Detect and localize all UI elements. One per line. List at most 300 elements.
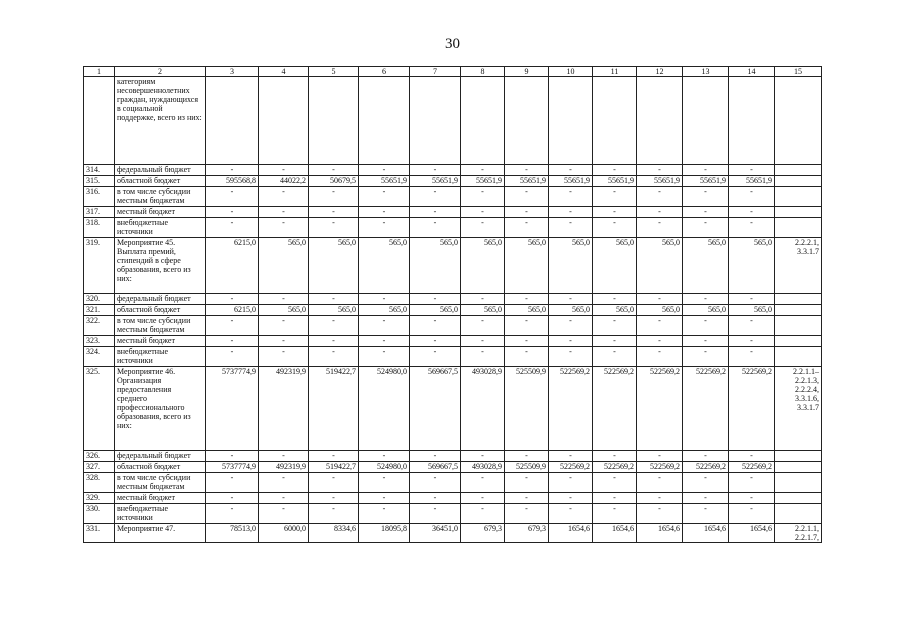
value-cell: 5737774,9 (206, 462, 259, 473)
value-cell: - (461, 218, 505, 238)
value-cell: - (309, 347, 359, 367)
value-cell: - (505, 187, 549, 207)
value-cell: - (259, 493, 309, 504)
value-cell: 525509,9 (505, 462, 549, 473)
table-row (84, 165, 822, 176)
value-cell: - (206, 504, 259, 524)
value-cell: - (505, 218, 549, 238)
value-cell: - (505, 165, 549, 176)
value-cell: 524980,0 (359, 367, 410, 451)
value-cell: - (549, 451, 593, 462)
value-cell: 1654,6 (593, 524, 637, 543)
value-cell: - (637, 316, 683, 336)
value-cell: 565,0 (683, 238, 729, 294)
row-number: 329. (84, 493, 115, 504)
value-cell: - (410, 187, 461, 207)
value-cell: - (206, 347, 259, 367)
value-cell: - (259, 473, 309, 493)
value-cell: - (683, 493, 729, 504)
column-header: 15 (775, 67, 822, 77)
table-row (84, 218, 822, 238)
value-cell: - (505, 207, 549, 218)
row-number: 324. (84, 347, 115, 367)
value-cell: 565,0 (410, 238, 461, 294)
table-row (84, 316, 822, 336)
value-cell (637, 77, 683, 165)
value-cell: 565,0 (729, 305, 775, 316)
value-cell: 565,0 (549, 238, 593, 294)
value-cell: - (309, 294, 359, 305)
row-number: 321. (84, 305, 115, 316)
row-description: в том числе субсидии местным бюджетам (115, 187, 206, 207)
value-cell: 1654,6 (683, 524, 729, 543)
row-number: 316. (84, 187, 115, 207)
value-cell: 569667,5 (410, 367, 461, 451)
value-cell: - (549, 187, 593, 207)
value-cell: - (683, 473, 729, 493)
row-number: 325. (84, 367, 115, 451)
reference-cell (775, 218, 822, 238)
value-cell: 5737774,9 (206, 367, 259, 451)
table-row (84, 187, 822, 207)
value-cell: - (505, 336, 549, 347)
reference-cell: 2.2.2.1, 3.3.1.7 (775, 238, 822, 294)
value-cell: - (729, 347, 775, 367)
value-cell: - (206, 316, 259, 336)
value-cell (309, 77, 359, 165)
value-cell: - (359, 294, 410, 305)
value-cell: - (410, 473, 461, 493)
value-cell (259, 77, 309, 165)
value-cell: - (359, 187, 410, 207)
value-cell: 55651,9 (461, 176, 505, 187)
row-number: 322. (84, 316, 115, 336)
value-cell (410, 77, 461, 165)
reference-cell: 2.2.1.1, 2.2.1.7, (775, 524, 822, 543)
value-cell: - (461, 187, 505, 207)
value-cell: - (259, 294, 309, 305)
reference-cell (775, 187, 822, 207)
value-cell: - (683, 316, 729, 336)
value-cell: - (637, 187, 683, 207)
value-cell: 55651,9 (637, 176, 683, 187)
value-cell: - (410, 218, 461, 238)
value-cell: 522569,2 (549, 367, 593, 451)
value-cell: - (359, 336, 410, 347)
value-cell: 55651,9 (505, 176, 549, 187)
row-number: 328. (84, 473, 115, 493)
table-row (84, 176, 822, 187)
value-cell: 492319,9 (259, 462, 309, 473)
value-cell: 565,0 (259, 238, 309, 294)
value-cell: - (359, 504, 410, 524)
value-cell: - (637, 347, 683, 367)
value-cell: - (637, 451, 683, 462)
value-cell: - (206, 473, 259, 493)
value-cell: 565,0 (729, 238, 775, 294)
value-cell: - (683, 165, 729, 176)
row-description: местный бюджет (115, 207, 206, 218)
table-row (84, 451, 822, 462)
value-cell: - (206, 451, 259, 462)
value-cell (359, 77, 410, 165)
value-cell: - (593, 165, 637, 176)
reference-cell (775, 473, 822, 493)
table-row (84, 504, 822, 524)
row-number: 331. (84, 524, 115, 543)
value-cell: 1654,6 (549, 524, 593, 543)
column-header: 12 (637, 67, 683, 77)
header-row (84, 67, 822, 77)
value-cell: 522569,2 (683, 462, 729, 473)
value-cell: - (549, 347, 593, 367)
value-cell: 569667,5 (410, 462, 461, 473)
value-cell: 522569,2 (683, 367, 729, 451)
value-cell: - (259, 336, 309, 347)
value-cell (549, 77, 593, 165)
row-description: внебюджетные источники (115, 347, 206, 367)
value-cell: - (309, 493, 359, 504)
value-cell: 519422,7 (309, 462, 359, 473)
value-cell: - (549, 493, 593, 504)
value-cell: - (505, 347, 549, 367)
value-cell: 6215,0 (206, 305, 259, 316)
value-cell: 565,0 (461, 238, 505, 294)
value-cell: - (259, 347, 309, 367)
value-cell: - (637, 473, 683, 493)
value-cell: 1654,6 (729, 524, 775, 543)
value-cell: - (505, 504, 549, 524)
row-description: Мероприятие 47. (115, 524, 206, 543)
value-cell: - (359, 218, 410, 238)
value-cell: 522569,2 (729, 462, 775, 473)
value-cell: 50679,5 (309, 176, 359, 187)
value-cell: - (549, 473, 593, 493)
reference-cell (775, 165, 822, 176)
value-cell: - (505, 451, 549, 462)
value-cell: - (683, 218, 729, 238)
value-cell: - (461, 336, 505, 347)
value-cell: - (410, 504, 461, 524)
value-cell: - (206, 165, 259, 176)
value-cell: - (259, 504, 309, 524)
value-cell (729, 77, 775, 165)
value-cell: - (259, 187, 309, 207)
value-cell (505, 77, 549, 165)
value-cell: - (206, 187, 259, 207)
column-header: 1 (84, 67, 115, 77)
value-cell: - (309, 451, 359, 462)
row-number: 330. (84, 504, 115, 524)
value-cell: - (206, 336, 259, 347)
value-cell: - (593, 504, 637, 524)
value-cell: 492319,9 (259, 367, 309, 451)
row-description: областной бюджет (115, 176, 206, 187)
value-cell: 522569,2 (637, 367, 683, 451)
value-cell: - (729, 165, 775, 176)
value-cell: - (593, 218, 637, 238)
value-cell: - (259, 451, 309, 462)
column-header: 13 (683, 67, 729, 77)
value-cell (206, 77, 259, 165)
value-cell: 44022,2 (259, 176, 309, 187)
column-header: 5 (309, 67, 359, 77)
reference-cell (775, 294, 822, 305)
value-cell: - (206, 207, 259, 218)
value-cell: - (359, 451, 410, 462)
row-number: 320. (84, 294, 115, 305)
value-cell: 78513,0 (206, 524, 259, 543)
value-cell: - (359, 347, 410, 367)
row-description: внебюджетные источники (115, 504, 206, 524)
row-description: областной бюджет (115, 462, 206, 473)
value-cell: - (549, 207, 593, 218)
value-cell: 565,0 (309, 238, 359, 294)
row-description: областной бюджет (115, 305, 206, 316)
value-cell: - (729, 294, 775, 305)
value-cell: 522569,2 (593, 367, 637, 451)
value-cell: - (309, 504, 359, 524)
value-cell: - (729, 336, 775, 347)
value-cell: - (461, 493, 505, 504)
value-cell: 493028,9 (461, 367, 505, 451)
table-row (84, 347, 822, 367)
value-cell: - (505, 473, 549, 493)
value-cell: - (593, 336, 637, 347)
value-cell: 565,0 (505, 305, 549, 316)
value-cell: - (593, 347, 637, 367)
reference-cell (775, 336, 822, 347)
value-cell: - (461, 473, 505, 493)
value-cell: 524980,0 (359, 462, 410, 473)
value-cell (593, 77, 637, 165)
table-row (84, 77, 822, 165)
value-cell: - (410, 347, 461, 367)
row-number: 319. (84, 238, 115, 294)
reference-cell (775, 493, 822, 504)
reference-cell (775, 207, 822, 218)
row-number: 314. (84, 165, 115, 176)
row-number: 318. (84, 218, 115, 238)
value-cell: 565,0 (683, 305, 729, 316)
reference-cell (775, 316, 822, 336)
value-cell: - (359, 207, 410, 218)
row-description: в том числе субсидии местным бюджетам (115, 473, 206, 493)
value-cell: - (549, 165, 593, 176)
value-cell: - (637, 493, 683, 504)
value-cell: 55651,9 (593, 176, 637, 187)
value-cell: - (461, 294, 505, 305)
table-row (84, 305, 822, 316)
value-cell: - (359, 493, 410, 504)
value-cell: - (729, 451, 775, 462)
value-cell: 55651,9 (549, 176, 593, 187)
value-cell: - (309, 207, 359, 218)
value-cell: - (593, 294, 637, 305)
value-cell: - (593, 451, 637, 462)
value-cell: - (461, 165, 505, 176)
value-cell: 565,0 (410, 305, 461, 316)
column-header: 7 (410, 67, 461, 77)
value-cell: 6000,0 (259, 524, 309, 543)
value-cell: - (549, 218, 593, 238)
value-cell: - (593, 187, 637, 207)
table-row (84, 294, 822, 305)
value-cell: - (359, 316, 410, 336)
value-cell: - (637, 336, 683, 347)
value-cell: 522569,2 (593, 462, 637, 473)
value-cell: - (729, 316, 775, 336)
row-description: местный бюджет (115, 336, 206, 347)
reference-cell: 2.2.1.1–2.2.1.3, 2.2.2.4, 3.3.1.6, 3.3.1.7 (775, 367, 822, 451)
row-description: в том числе субсидии местным бюджетам (115, 316, 206, 336)
value-cell: 55651,9 (410, 176, 461, 187)
value-cell: 565,0 (505, 238, 549, 294)
value-cell: - (593, 207, 637, 218)
value-cell: - (637, 218, 683, 238)
value-cell: 565,0 (359, 305, 410, 316)
value-cell: - (461, 347, 505, 367)
row-number: 323. (84, 336, 115, 347)
row-description: федеральный бюджет (115, 451, 206, 462)
value-cell: 565,0 (461, 305, 505, 316)
value-cell: 565,0 (549, 305, 593, 316)
value-cell: - (410, 207, 461, 218)
value-cell: 565,0 (637, 305, 683, 316)
reference-cell (775, 77, 822, 165)
value-cell: - (729, 473, 775, 493)
value-cell: 55651,9 (359, 176, 410, 187)
reference-cell (775, 462, 822, 473)
row-description: Мероприятие 45. Выплата премий, стипендий в сфере образования, всего из них: (115, 238, 206, 294)
value-cell: 36451,0 (410, 524, 461, 543)
value-cell: - (593, 473, 637, 493)
value-cell: - (549, 316, 593, 336)
budget-table (83, 66, 822, 543)
table-row (84, 493, 822, 504)
value-cell: - (461, 207, 505, 218)
value-cell: 522569,2 (549, 462, 593, 473)
value-cell: 565,0 (637, 238, 683, 294)
value-cell: 493028,9 (461, 462, 505, 473)
value-cell: - (259, 207, 309, 218)
row-number: 315. (84, 176, 115, 187)
row-number: 327. (84, 462, 115, 473)
value-cell: - (309, 187, 359, 207)
reference-cell (775, 504, 822, 524)
reference-cell (775, 176, 822, 187)
row-number: 317. (84, 207, 115, 218)
value-cell: 565,0 (359, 238, 410, 294)
value-cell: - (637, 207, 683, 218)
value-cell (461, 77, 505, 165)
row-description: Мероприятие 46. Организация предоставления среднего профессионального образования, всего из них: (115, 367, 206, 451)
row-description: местный бюджет (115, 493, 206, 504)
value-cell: 522569,2 (637, 462, 683, 473)
value-cell: - (259, 165, 309, 176)
value-cell: 55651,9 (683, 176, 729, 187)
row-description: федеральный бюджет (115, 165, 206, 176)
value-cell: - (309, 165, 359, 176)
value-cell: 565,0 (593, 238, 637, 294)
row-number (84, 77, 115, 165)
value-cell: 8334,6 (309, 524, 359, 543)
value-cell: - (309, 336, 359, 347)
column-header: 4 (259, 67, 309, 77)
column-header: 8 (461, 67, 505, 77)
row-description: внебюджетные источники (115, 218, 206, 238)
page-number: 30 (445, 36, 460, 52)
value-cell: - (683, 347, 729, 367)
value-cell: - (683, 294, 729, 305)
value-cell: - (549, 504, 593, 524)
value-cell: - (206, 493, 259, 504)
column-header: 3 (206, 67, 259, 77)
value-cell: - (637, 294, 683, 305)
value-cell: 18095,8 (359, 524, 410, 543)
value-cell: 6215,0 (206, 238, 259, 294)
value-cell: - (410, 493, 461, 504)
value-cell: - (549, 336, 593, 347)
value-cell: - (729, 207, 775, 218)
value-cell: 595568,8 (206, 176, 259, 187)
table-row (84, 207, 822, 218)
value-cell: - (309, 218, 359, 238)
reference-cell (775, 347, 822, 367)
value-cell: - (729, 187, 775, 207)
value-cell (683, 77, 729, 165)
row-description: федеральный бюджет (115, 294, 206, 305)
value-cell: 565,0 (259, 305, 309, 316)
value-cell: - (505, 493, 549, 504)
value-cell: 519422,7 (309, 367, 359, 451)
value-cell: - (410, 294, 461, 305)
value-cell: - (461, 504, 505, 524)
value-cell: - (549, 294, 593, 305)
value-cell: - (309, 316, 359, 336)
value-cell: 55651,9 (729, 176, 775, 187)
value-cell: 679,3 (505, 524, 549, 543)
value-cell: 565,0 (593, 305, 637, 316)
row-description: категориям несовершеннолетних граждан, нуждающихся в социальной поддержке, всего из них: (115, 77, 206, 165)
column-header: 6 (359, 67, 410, 77)
value-cell: - (410, 165, 461, 176)
value-cell: - (259, 316, 309, 336)
value-cell: - (683, 187, 729, 207)
value-cell: - (410, 336, 461, 347)
reference-cell (775, 305, 822, 316)
value-cell: - (410, 451, 461, 462)
table-row (84, 336, 822, 347)
column-header: 10 (549, 67, 593, 77)
value-cell: 1654,6 (637, 524, 683, 543)
value-cell: 679,3 (461, 524, 505, 543)
value-cell: - (637, 165, 683, 176)
table-row (84, 462, 822, 473)
value-cell: - (729, 218, 775, 238)
value-cell: - (259, 218, 309, 238)
value-cell: - (359, 165, 410, 176)
value-cell: - (461, 451, 505, 462)
value-cell: - (683, 451, 729, 462)
value-cell: - (729, 493, 775, 504)
value-cell: - (683, 207, 729, 218)
value-cell: - (729, 504, 775, 524)
value-cell: - (593, 493, 637, 504)
value-cell: - (505, 294, 549, 305)
value-cell: - (683, 504, 729, 524)
value-cell: - (461, 316, 505, 336)
